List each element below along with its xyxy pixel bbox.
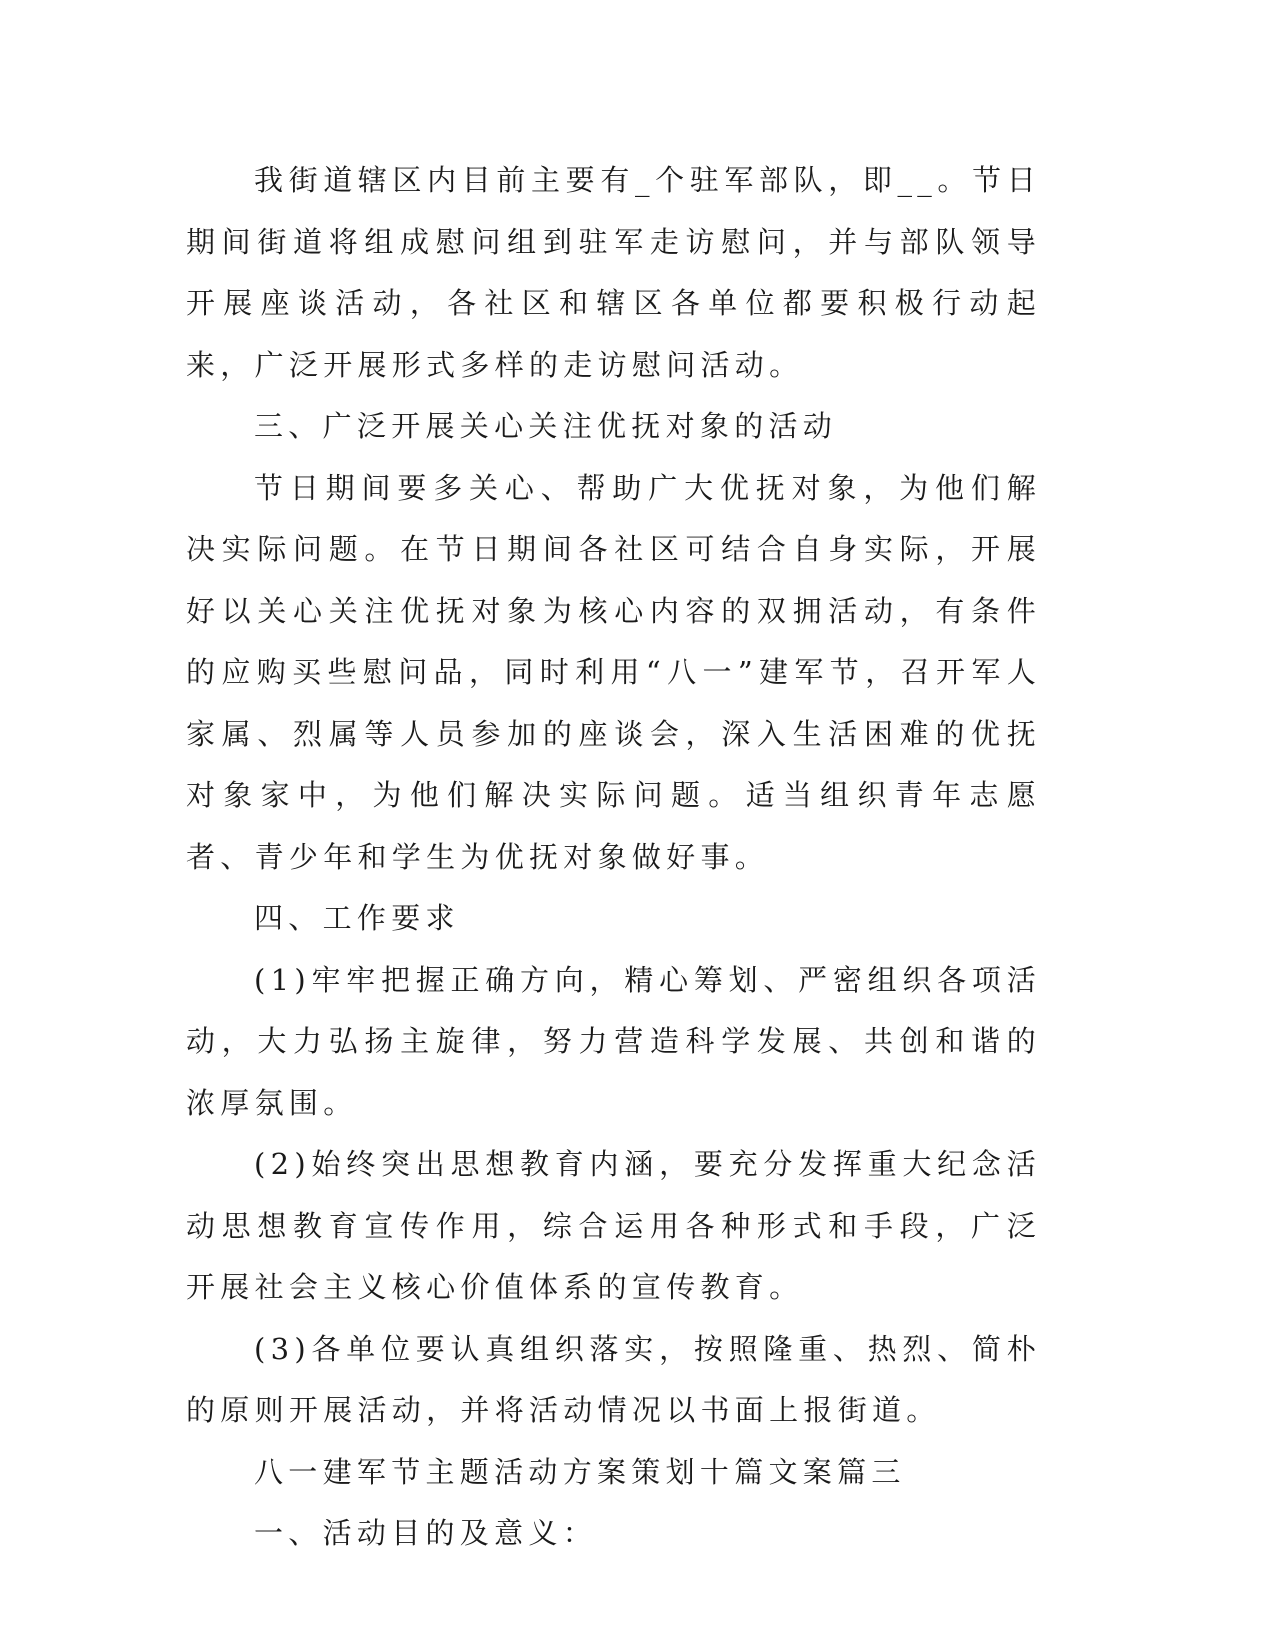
paragraph-garrison-visits: 我街道辖区内目前主要有_个驻军部队，即__。节日期间街道将组成慰问组到驻军走访慰问，并与部队领导开展座谈活动，各社区和辖区各单位都要积极行动起来，广泛开展形式多样的走访慰问活动。 — [186, 163, 1041, 382]
document-body — [186, 150, 1041, 1565]
paragraph-care-for-beneficiaries: 节日期间要多关心、帮助广大优抚对象，为他们解决实际问题。在节日期间各社区可结合自身实际，开展好以关心关注优抚对象为核心内容的双拥活动，有条件的应购买些慰问品，同时利用“八一”建军节，召开军人家属、烈属等人员参加的座谈会，深入生活困难的优抚对象家中，为他们解决实际问题。适当组织青年志愿者、青少年和学生为优抚对象做好事。 — [186, 470, 1041, 874]
requirement-item-1: (1)牢牢把握正确方向，精心筹划、严密组织各项活动，大力弘扬主旋律，努力营造科学发展、共创和谐的浓厚氛围。 — [186, 962, 1041, 1120]
requirement-item-3: (3)各单位要认真组织落实，按照隆重、热烈、简朴的原则开展活动，并将活动情况以书面上报街道。 — [186, 1331, 1041, 1427]
section-heading-3: 三、广泛开展关心关注优抚对象的活动 — [254, 409, 838, 443]
requirement-item-2: (2)始终突出思想教育内涵，要充分发挥重大纪念活动思想教育宣传作用，综合运用各种形式和手段，广泛开展社会主义核心价值体系的宣传教育。 — [186, 1147, 1041, 1304]
section-heading-4: 四、工作要求 — [254, 901, 460, 935]
section-heading-1: 一、活动目的及意义： — [254, 1516, 598, 1550]
article-title-part-3: 八一建军节主题活动方案策划十篇文案篇三 — [254, 1454, 906, 1489]
